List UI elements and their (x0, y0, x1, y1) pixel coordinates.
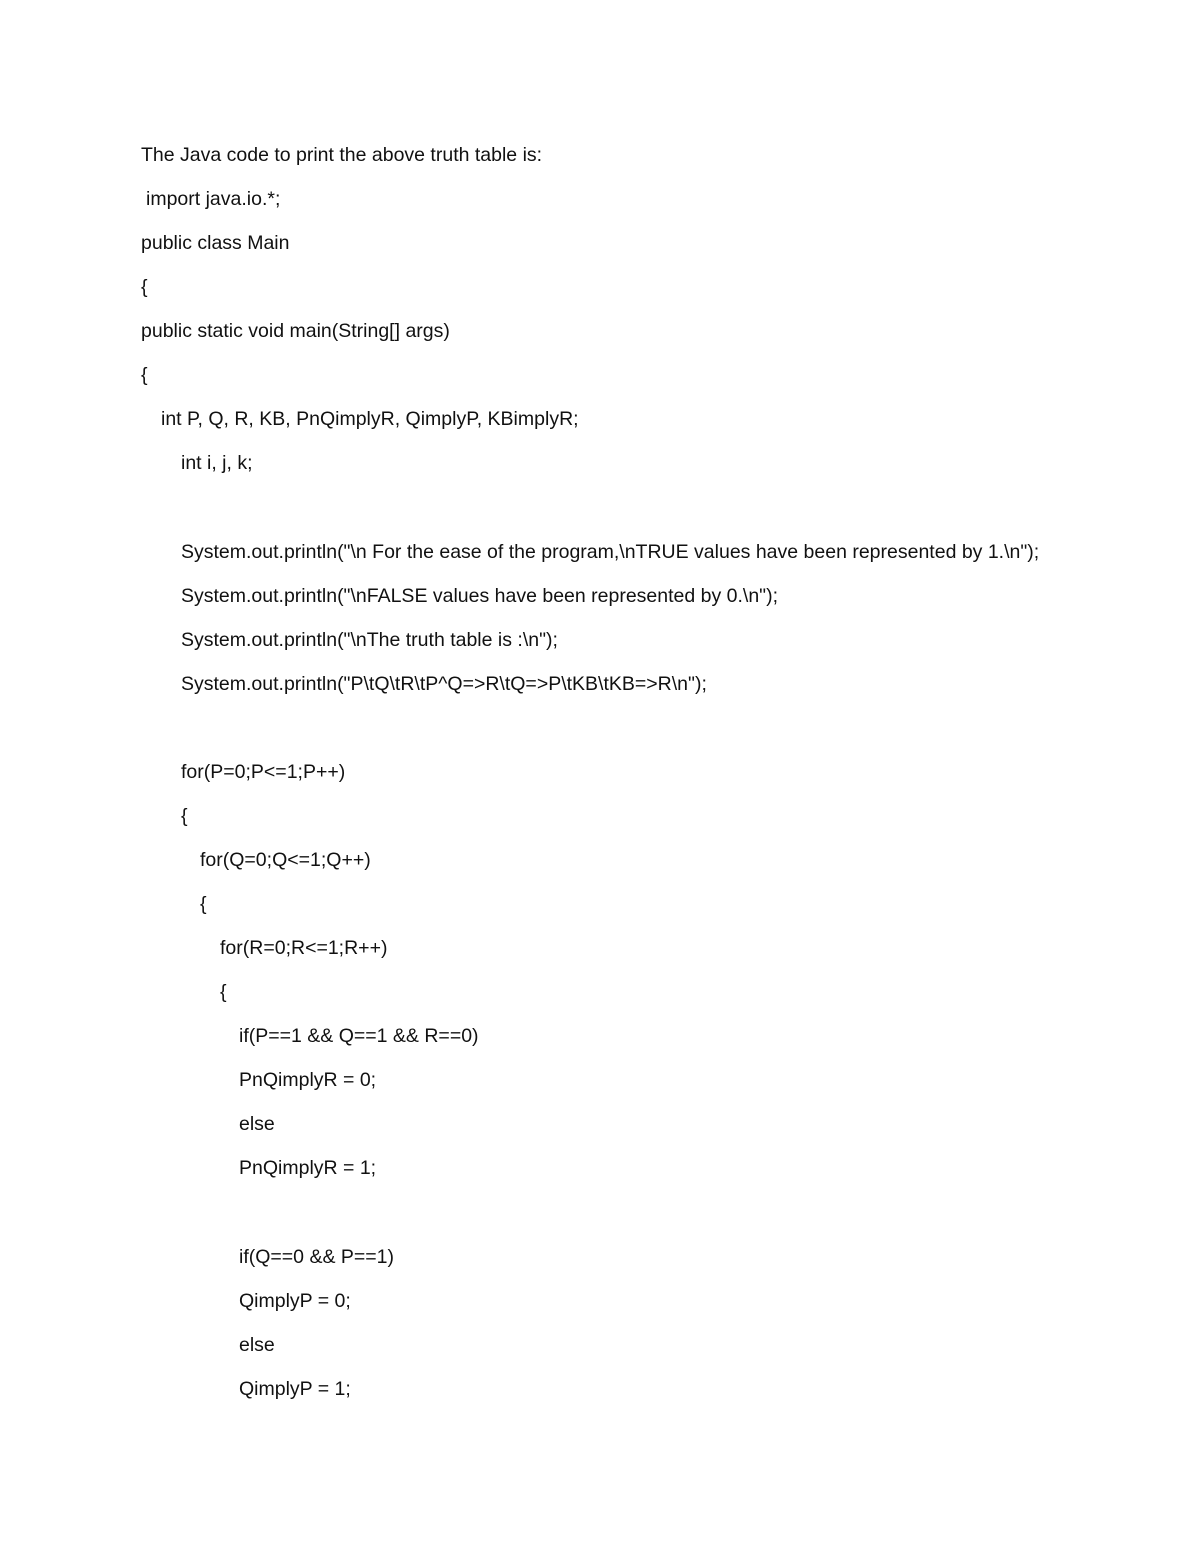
code-line: for(P=0;P<=1;P++) (181, 761, 346, 783)
code-line: QimplyP = 1; (239, 1378, 351, 1400)
intro-text: The Java code to print the above truth table is: (141, 144, 543, 166)
code-line: else (239, 1113, 275, 1135)
code-line: else (239, 1334, 275, 1356)
code-line: for(R=0;R<=1;R++) (220, 937, 388, 959)
code-line: QimplyP = 0; (239, 1290, 351, 1312)
code-line: public static void main(String[] args) (141, 320, 450, 342)
code-line: System.out.println("\nThe truth table is :\n"); (181, 629, 558, 651)
code-line: { (200, 893, 207, 915)
code-line: { (220, 981, 227, 1003)
code-line: public class Main (141, 232, 290, 254)
code-line: int i, j, k; (181, 452, 253, 474)
code-line: { (141, 276, 148, 298)
code-line: PnQimplyR = 1; (239, 1157, 377, 1179)
code-line: for(Q=0;Q<=1;Q++) (200, 849, 371, 871)
code-line: System.out.println("\nFALSE values have been represented by 0.\n"); (181, 585, 779, 607)
code-line: { (141, 364, 148, 386)
code-line: import java.io.*; (146, 188, 281, 210)
code-line: int P, Q, R, KB, PnQimplyR, QimplyP, KBimplyR; (161, 408, 579, 430)
code-line: if(P==1 && Q==1 && R==0) (239, 1025, 479, 1047)
code-line: if(Q==0 && P==1) (239, 1246, 395, 1268)
code-line: System.out.println("P\tQ\tR\tP^Q=>R\tQ=>P\tKB\tKB=>R\n"); (181, 673, 707, 695)
code-line: PnQimplyR = 0; (239, 1069, 377, 1091)
code-line: System.out.println("\n For the ease of the program,\nTRUE values have been represented by 1.\n"); (181, 541, 1040, 563)
code-line: { (181, 805, 188, 827)
